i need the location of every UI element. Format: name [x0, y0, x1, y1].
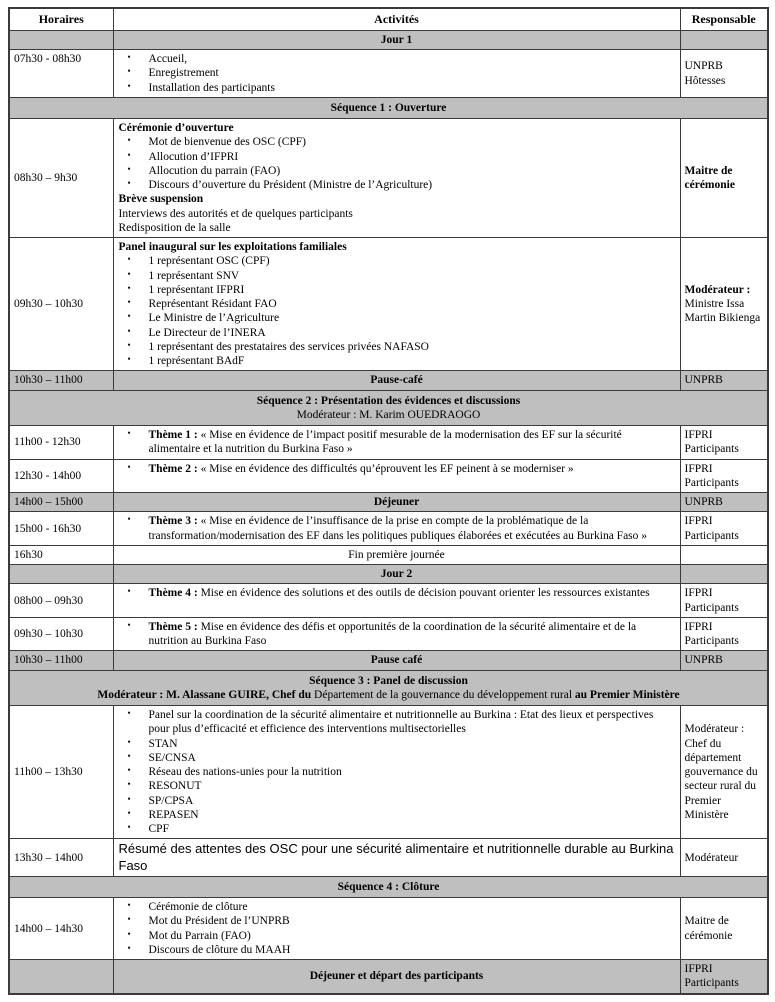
bullet-item	[119, 751, 675, 765]
bullet-item	[119, 66, 675, 80]
bullet-item	[119, 900, 675, 914]
bullet-item	[119, 808, 675, 822]
time-cell: 12h30 - 14h00	[9, 459, 113, 493]
responsable-cell	[680, 584, 768, 618]
bullet-item	[119, 297, 675, 311]
bullet-item	[119, 164, 675, 178]
responsable-text: Participants	[684, 443, 739, 456]
day-banner-time-cell	[9, 565, 113, 584]
bullet-text: SP/CPSA	[148, 794, 194, 807]
time-cell: 14h00 – 15h00	[9, 493, 113, 512]
time-cell: 11h00 – 13h30	[9, 706, 113, 839]
time-cell: 16h30	[9, 545, 113, 564]
responsable-text: Maitre de cérémonie	[684, 164, 735, 192]
bullet-item	[119, 929, 675, 943]
bullet-item	[119, 914, 675, 928]
bullet-text: Mise en évidence des solutions et des outils de décision pouvant orienter les ressources existantes	[197, 587, 650, 600]
day-banner-time-cell	[9, 30, 113, 49]
sequence-banner	[9, 97, 768, 118]
bullet-icon: •	[127, 619, 131, 630]
activity-cell	[113, 898, 680, 960]
centered-activity-label: Pause-café	[113, 371, 680, 390]
responsable-cell	[680, 617, 768, 651]
centered-activity-label: Pause café	[113, 651, 680, 670]
bullet-lead: Thème 1 :	[148, 429, 198, 442]
sequence-banner-text: Séquence 2 : Présentation des évidences et discussions	[256, 394, 521, 407]
session-row	[9, 459, 768, 493]
bullet-item	[119, 737, 675, 751]
responsable-text: Participants	[684, 635, 739, 648]
day-banner-label: Jour 2	[113, 565, 680, 584]
time-cell: 07h30 - 08h30	[9, 50, 113, 98]
bullet-icon: •	[127, 514, 131, 525]
bullet-item	[119, 178, 675, 192]
bullet-text: Mot du Président de l’UNPRB	[148, 915, 290, 928]
bullet-text: Enregistrement	[148, 67, 219, 80]
sequence-banner-row	[9, 390, 768, 426]
break-row	[9, 651, 768, 670]
bullet-text: REPASEN	[148, 808, 199, 821]
time-cell: 10h30 – 11h00	[9, 371, 113, 390]
session-row	[9, 512, 768, 546]
responsable-text: Hôtesses	[684, 74, 726, 87]
responsable-cell	[680, 898, 768, 960]
sequence-banner-row	[9, 876, 768, 897]
sequence-banner-text: Modérateur : M. Karim OUEDRAOGO	[296, 408, 481, 421]
activity-title: Cérémonie d’ouverture	[118, 122, 234, 135]
bullet-item	[119, 135, 675, 149]
bullet-icon: •	[127, 325, 131, 336]
bullet-lead: Thème 3 :	[148, 515, 198, 528]
session-row	[9, 238, 768, 371]
activity-text: Redisposition de la salle	[118, 221, 231, 234]
bullet-item	[119, 428, 675, 457]
day-banner-responsable-cell	[680, 30, 768, 49]
centered-activity-label: Déjeuner et départ des participants	[113, 960, 680, 994]
bullet-icon: •	[127, 765, 131, 776]
responsable-cell	[680, 651, 768, 670]
time-cell: 13h30 – 14h00	[9, 839, 113, 877]
centered-activity-label: Fin première journée	[113, 545, 680, 564]
time-cell: 15h00 - 16h30	[9, 512, 113, 546]
bullet-icon: •	[127, 354, 131, 365]
bullet-text: Allocution du parrain (FAO)	[148, 164, 281, 177]
bullet-icon: •	[127, 80, 131, 91]
bullet-icon: •	[127, 254, 131, 265]
responsable-text: Participants	[684, 601, 739, 614]
bullet-text: Réseau des nations-unies pour la nutrition	[148, 766, 342, 779]
bullet-icon: •	[127, 297, 131, 308]
sequence-banner-text: Séquence 1 : Ouverture	[330, 101, 447, 114]
responsable-cell	[680, 50, 768, 98]
responsable-text: IFPRI	[684, 462, 713, 475]
bullet-text: Accueil,	[148, 53, 188, 66]
bullet-icon: •	[127, 428, 131, 439]
session-row	[9, 839, 768, 877]
bullet-icon: •	[127, 66, 131, 77]
bullet-text: Cérémonie de clôture	[148, 901, 248, 914]
bullet-icon: •	[127, 311, 131, 322]
session-row	[9, 119, 768, 238]
activity-title: Panel inaugural sur les exploitations familiales	[118, 241, 347, 254]
bullet-item	[119, 311, 675, 325]
bullet-icon: •	[127, 942, 131, 953]
bullet-icon: •	[127, 708, 131, 719]
responsable-text: IFPRI	[684, 515, 713, 528]
time-cell	[9, 960, 113, 994]
responsable-text: Maitre de cérémonie	[684, 915, 733, 942]
agenda-table	[8, 7, 769, 995]
sequence-banner	[9, 876, 768, 897]
bullet-icon: •	[127, 135, 131, 146]
responsable-cell	[680, 238, 768, 371]
break-row	[9, 493, 768, 512]
bullet-text: Installation des participants	[148, 81, 275, 94]
bullet-lead: Thème 4 :	[148, 587, 198, 600]
responsable-cell	[680, 119, 768, 238]
bullet-text: CPF	[148, 823, 169, 836]
bullet-text: Allocution d’IFPRI	[148, 150, 239, 163]
time-cell: 11h00 - 12h30	[9, 426, 113, 460]
bullet-icon: •	[127, 586, 131, 597]
bullet-text: Discours d’ouverture du Président (Ministre de l’Agriculture)	[148, 179, 433, 192]
bullet-icon: •	[127, 461, 131, 472]
session-row	[9, 426, 768, 460]
sequence-banner-text: Modérateur : M. Alassane GUIRE, Chef du	[97, 688, 315, 701]
sequence-banner-text: au Premier Ministère	[574, 688, 680, 701]
bullet-icon: •	[127, 282, 131, 293]
bullet-icon: •	[127, 149, 131, 160]
bullet-text: Représentant Résidant FAO	[148, 298, 277, 311]
responsable-text: IFPRI	[684, 429, 713, 442]
responsable-cell	[680, 371, 768, 390]
time-cell: 08h30 – 9h30	[9, 119, 113, 238]
sequence-banner-line	[14, 394, 763, 408]
activity-cell	[113, 839, 680, 877]
column-header-time: Horaires	[9, 8, 113, 30]
sequence-banner-text: Département de la gouvernance du développement rural	[314, 688, 575, 701]
sequence-banner-line	[14, 101, 763, 115]
bullet-text: 1 représentant des prestataires des services privées NAFASO	[148, 340, 429, 353]
sequence-banner-row	[9, 670, 768, 706]
activity-cell	[113, 584, 680, 618]
bullet-icon: •	[127, 52, 131, 63]
activity-cell	[113, 706, 680, 839]
bullet-text: « Mise en évidence des difficultés qu’éprouvent les EF peinent à se moderniser »	[197, 462, 574, 475]
bullet-text: Le Directeur de l’INERA	[148, 326, 266, 339]
responsable-text: UNPRB	[684, 374, 723, 387]
responsable-cell	[680, 459, 768, 493]
activity-text: Interviews des autorités et de quelques participants	[118, 207, 353, 220]
time-cell: 09h30 – 10h30	[9, 238, 113, 371]
bullet-icon: •	[127, 779, 131, 790]
bullet-item	[119, 794, 675, 808]
responsable-text: Modérateur	[684, 851, 739, 864]
day-banner-label: Jour 1	[113, 30, 680, 49]
bullet-text: Discours de clôture du MAAH	[148, 943, 291, 956]
bullet-icon: •	[127, 736, 131, 747]
bullet-text: 1 représentant OSC (CPF)	[148, 255, 270, 268]
time-cell: 09h30 – 10h30	[9, 617, 113, 651]
session-row	[9, 617, 768, 651]
bullet-icon: •	[127, 750, 131, 761]
bullet-item	[119, 943, 675, 957]
bullet-item	[119, 765, 675, 779]
bullet-text: Panel sur la coordination de la sécurité alimentaire et nutritionnelle au Burkina : Etat des lieux et perspectives pour plus d’efficacité et efficience des interventions multisectorielles	[148, 709, 654, 736]
sequence-banner	[9, 390, 768, 426]
responsable-text: Participants	[684, 977, 739, 990]
responsable-text: UNPRB	[684, 654, 723, 667]
responsable-text: UNPRB	[684, 496, 723, 509]
bullet-icon: •	[127, 822, 131, 833]
bullet-lead: Thème 5 :	[148, 620, 198, 633]
bullet-text: 1 représentant SNV	[148, 269, 240, 282]
responsable-text: Participants	[684, 476, 739, 489]
column-header-responsible: Responsable	[680, 8, 768, 30]
responsable-text: IFPRI	[684, 587, 713, 600]
bullet-item	[119, 269, 675, 283]
bullet-item	[119, 462, 675, 476]
bullet-text: « Mise en évidence de l’insuffisance de la prise en compte de la problématique de la transformation/modernisation des EF dans les politiques publiques élaborées et exécutées au Burkina Faso »	[148, 515, 648, 542]
session-row	[9, 898, 768, 960]
responsable-text: Ministre Issa Martin Bikienga	[684, 298, 761, 325]
bullet-item	[119, 779, 675, 793]
bullet-item	[119, 708, 675, 737]
activity-cell	[113, 238, 680, 371]
time-cell: 10h30 – 11h00	[9, 651, 113, 670]
session-row	[9, 50, 768, 98]
bullet-text: 1 représentant BAdF	[148, 355, 245, 368]
bullet-item	[119, 586, 675, 600]
bullet-text: RESONUT	[148, 780, 202, 793]
bullet-text: 1 représentant IFPRI	[148, 283, 245, 296]
bullet-item	[119, 822, 675, 836]
activity-cell	[113, 459, 680, 493]
activity-cell	[113, 426, 680, 460]
responsable-text: Modérateur :	[684, 283, 751, 296]
activity-cell	[113, 119, 680, 238]
sequence-banner	[9, 670, 768, 706]
sequence-banner-line	[14, 674, 763, 688]
activity-cell	[113, 617, 680, 651]
responsable-text: Participants	[684, 529, 739, 542]
bullet-icon: •	[127, 900, 131, 911]
bullet-item	[119, 254, 675, 268]
bullet-item	[119, 81, 675, 95]
time-cell: 08h00 – 09h30	[9, 584, 113, 618]
session-row	[9, 584, 768, 618]
sequence-banner-line	[14, 688, 763, 702]
day-banner-row	[9, 30, 768, 49]
activity-title: Brève suspension	[118, 193, 204, 206]
day-banner-row	[9, 565, 768, 584]
note-row	[9, 545, 768, 564]
day-banner-responsable-cell	[680, 565, 768, 584]
bullet-item	[119, 354, 675, 368]
responsable-cell	[680, 426, 768, 460]
bullet-text: Le Ministre de l’Agriculture	[148, 312, 280, 325]
bullet-item	[119, 326, 675, 340]
responsable-cell	[680, 493, 768, 512]
bullet-icon: •	[127, 339, 131, 350]
break-row	[9, 960, 768, 994]
bullet-item	[119, 620, 675, 649]
break-row	[9, 371, 768, 390]
bullet-icon: •	[127, 178, 131, 189]
bullet-text: Mot de bienvenue des OSC (CPF)	[148, 136, 306, 149]
responsable-text: IFPRI	[684, 620, 713, 633]
responsable-cell	[680, 839, 768, 877]
bullet-icon: •	[127, 268, 131, 279]
bullet-item	[119, 514, 675, 543]
bullet-icon: •	[127, 914, 131, 925]
bullet-item	[119, 340, 675, 354]
sequence-banner-line	[14, 408, 763, 422]
responsable-cell	[680, 960, 768, 994]
responsable-cell	[680, 706, 768, 839]
bullet-icon: •	[127, 793, 131, 804]
responsable-text: Modérateur : Chef du département gouvernance du secteur rural du Premier Ministère	[684, 723, 758, 821]
bullet-item	[119, 283, 675, 297]
bullet-lead: Thème 2 :	[148, 462, 198, 475]
header-row	[9, 8, 768, 30]
responsable-cell	[680, 512, 768, 546]
bullet-icon: •	[127, 163, 131, 174]
session-row	[9, 706, 768, 839]
bullet-item	[119, 150, 675, 164]
bullet-text: Mise en évidence des défis et opportunités de la coordination de la sécurité alimentaire et de la nutrition au Burkina Faso	[148, 620, 637, 648]
sequence-banner-row	[9, 97, 768, 118]
activity-text: Résumé des attentes des OSC pour une sécurité alimentaire et nutritionnelle durable au Burkina Faso	[118, 841, 674, 873]
bullet-text: Mot du Parrain (FAO)	[148, 929, 251, 942]
responsable-text: UNPRB	[684, 60, 723, 73]
responsable-text: IFPRI	[684, 963, 713, 976]
sequence-banner-text: Séquence 3 : Panel de discussion	[309, 674, 468, 687]
responsable-cell	[680, 545, 768, 564]
centered-activity-label: Déjeuner	[113, 493, 680, 512]
bullet-icon: •	[127, 807, 131, 818]
activity-cell	[113, 512, 680, 546]
column-header-activity: Activités	[113, 8, 680, 30]
sequence-banner-text: Séquence 4 : Clôture	[337, 880, 440, 893]
time-cell: 14h00 – 14h30	[9, 898, 113, 960]
sequence-banner-line	[14, 880, 763, 894]
bullet-text: SE/CNSA	[148, 751, 196, 764]
bullet-text: « Mise en évidence de l’impact positif mesurable de la modernisation des EF sur la sécurité alimentaire et la nutrition du Burkina Faso »	[148, 429, 622, 456]
bullet-text: STAN	[148, 737, 178, 750]
activity-cell	[113, 50, 680, 98]
bullet-item	[119, 52, 675, 66]
bullet-icon: •	[127, 928, 131, 939]
